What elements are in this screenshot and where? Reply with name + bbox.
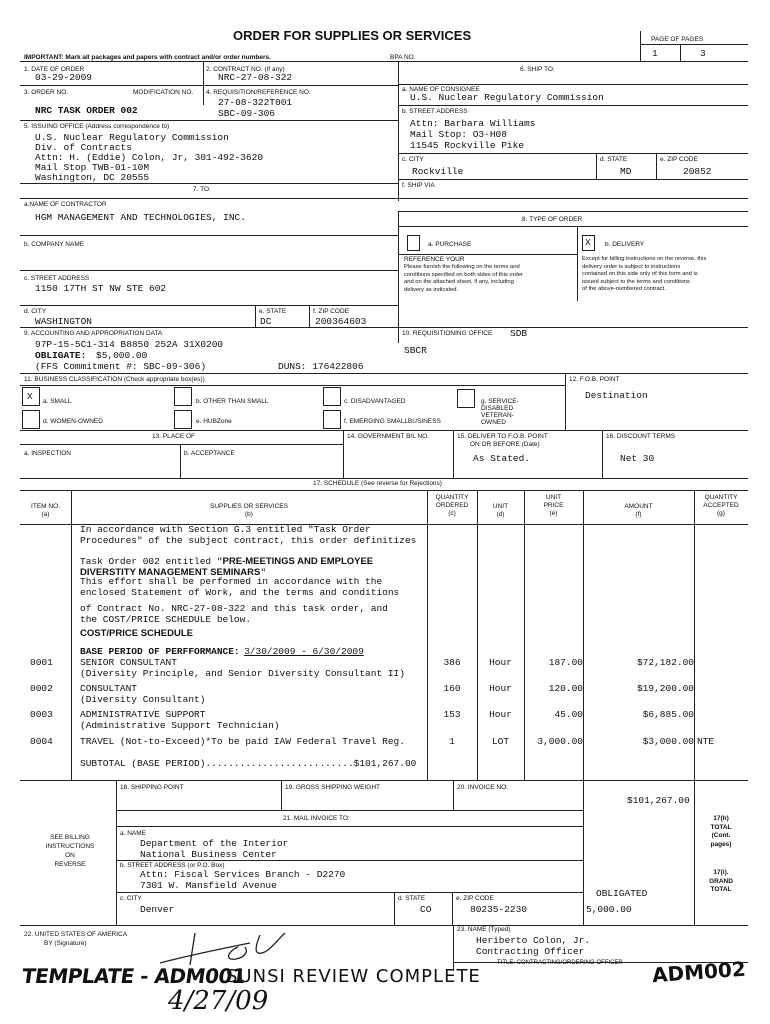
disadvantaged-checkbox[interactable]	[323, 387, 341, 406]
deliver-date-label: ON OR BEFORE (Date)	[470, 441, 540, 448]
ship-zip-value: 20852	[683, 166, 712, 177]
delivery-terms-line: contained on this side only of this form and is	[582, 271, 698, 278]
business-classification-label: 11. BUSINESS CLASSIFICATION (Check appropriate box(es))	[24, 376, 205, 383]
header-line: (f)	[635, 511, 642, 518]
purchase-terms-line: conditions specified on both sides of this order	[404, 271, 523, 278]
acceptance-label: b. ACCEPTANCE	[184, 450, 235, 457]
unit-price-header	[524, 494, 583, 518]
base-period-value: 3/30/2009 - 6/30/2009	[244, 646, 364, 657]
page-total: 3	[700, 48, 706, 59]
divider	[20, 305, 398, 306]
billing-street-line: Attn: Fiscal Services Branch - D2270	[140, 869, 346, 880]
obligated-value: 5,000.00	[586, 904, 632, 915]
requisition-value-2: SBC-09-306	[218, 108, 276, 119]
signature-label: BY (Signature)	[44, 940, 87, 947]
cost-schedule-heading: COST/PRICE SCHEDULE	[80, 628, 193, 639]
divider	[453, 780, 454, 810]
emerging-business-label: f. EMERGING SMALLBUSINESS	[344, 418, 441, 425]
divider	[398, 211, 748, 212]
header-line: ITEM NO.	[31, 503, 60, 510]
discount-terms-value: Net 30	[620, 453, 655, 464]
issuing-office-label: 5. ISSUING OFFICE (Address correspondence to)	[24, 123, 170, 130]
header-line: (e)	[549, 510, 558, 517]
ship-street-label: b. STREET ADDRESS	[402, 108, 468, 115]
divider	[20, 444, 343, 445]
line-item-desc-2: (Administrative Support Technician)	[80, 720, 280, 731]
order-no-label: 3. ORDER NO.	[24, 89, 69, 96]
total-17h-line: pages)	[710, 840, 732, 848]
total-17h-label	[694, 815, 748, 849]
line-item-desc: TRAVEL (Not-to-Exceed)*To be paid IAW Federal Travel Reg.	[80, 736, 405, 747]
requisitioning-office-value: SDB	[510, 328, 528, 339]
divider	[680, 44, 681, 61]
task-order-title-end: "	[260, 567, 267, 578]
divider	[116, 860, 583, 861]
header-line: PRICE	[543, 502, 564, 509]
issuing-office-line: U.S. Nuclear Regulatory Commission	[35, 132, 229, 143]
total-17h-line: TOTAL	[710, 823, 732, 831]
header-line: AMOUNT	[624, 503, 653, 510]
important-note: IMPORTANT: Mark all packages and papers with contract and/or order numbers.	[24, 54, 271, 61]
women-owned-checkbox[interactable]	[22, 410, 40, 429]
amount-header	[583, 503, 694, 519]
line-item-desc-2: (Diversity Principle, and Senior Diversity Consultant II)	[80, 668, 405, 679]
divider	[20, 183, 398, 184]
divider	[398, 105, 748, 106]
service-disabled-line: VETERAN-	[481, 412, 514, 419]
contractor-name-value: HGM MANAGEMENT AND TECHNOLOGIES, INC.	[35, 212, 246, 223]
ship-street-line: 11545 Rockville Pike	[410, 140, 525, 151]
divider	[20, 270, 398, 271]
line-item-price: 3,000.00	[537, 736, 583, 747]
header-line: UNIT	[545, 494, 562, 501]
duns-number: DUNS: 176422806	[278, 361, 364, 372]
divider	[116, 780, 117, 925]
delivery-terms	[582, 256, 706, 294]
total-17i-line: 17(i).	[713, 869, 729, 876]
divider	[602, 430, 603, 478]
line-item-desc: CONSULTANT	[80, 683, 138, 694]
line-item-unit: Hour	[489, 709, 512, 720]
ship-state-label: d. STATE	[600, 156, 628, 163]
ship-via-label: f. SHIP VIA	[402, 182, 435, 189]
divider	[180, 444, 181, 478]
inspection-label: a. INSPECTION	[24, 450, 71, 457]
issuing-office-line: Washington, DC 20555	[35, 172, 150, 183]
divider	[398, 226, 748, 227]
line-item-desc: SENIOR CONSULTANT	[80, 657, 177, 668]
divider	[20, 327, 748, 328]
divider	[116, 810, 583, 811]
hubzone-checkbox[interactable]	[174, 410, 192, 429]
date-of-order-value: 03-29-2009	[35, 72, 93, 83]
line-item-amount: $19,200.00	[636, 683, 694, 694]
divider	[583, 780, 584, 925]
contractor-zip-value: 200364603	[315, 316, 367, 327]
line-item-amount: $6,885.00	[642, 709, 694, 720]
total-17i-label	[694, 869, 748, 895]
divider	[343, 430, 344, 478]
line-item-qty: 386	[443, 657, 461, 668]
accounting-label: 9. ACCOUNTING AND APPROPRIATION DATA	[24, 330, 163, 337]
purchase-label: a. PURCHASE	[428, 241, 472, 248]
divider	[116, 892, 583, 893]
line-item-no: 0003	[30, 709, 53, 720]
divider	[255, 305, 256, 327]
delivery-checkbox-mark: X	[585, 237, 591, 248]
divider	[20, 198, 748, 199]
purchase-checkbox[interactable]	[407, 235, 420, 251]
requisition-label: 4. REQUISITION/REFERENCE NO.	[206, 89, 311, 96]
contract-no-label: 2. CONTRACT NO. (If any)	[206, 66, 285, 73]
billing-state-label: d. STATE	[398, 895, 426, 902]
line-item-note: NTE	[697, 736, 715, 747]
divider	[20, 85, 398, 86]
line-item-no: 0002	[30, 683, 53, 694]
title-label: TITLE: CONTRACTING/ORDERING OFFICER	[497, 960, 623, 966]
ship-street-line: Attn: Barbara Williams	[410, 118, 536, 129]
billing-instructions-line: REVERSE	[54, 861, 86, 868]
consignee-label: a. NAME OF CONSIGNEE	[402, 86, 480, 93]
billing-name-line: National Business Center	[140, 849, 277, 860]
ship-city-value: Rockville	[412, 166, 464, 177]
billing-street-line: 7301 W. Mansfield Avenue	[140, 880, 277, 891]
company-name-label: b. COMPANY NAME	[24, 241, 85, 248]
divider	[398, 179, 748, 180]
name-typed-line: Contracting Officer	[476, 946, 585, 957]
header-line: SUPPLIES OR SERVICES	[210, 503, 288, 510]
header-line: UNIT	[492, 503, 509, 510]
schedule-label: 17. SCHEDULE (See reverse for Rejections)	[313, 480, 442, 487]
issuing-office-line: Div. of Contracts	[35, 142, 132, 153]
divider	[398, 84, 748, 85]
header-line: ACCEPTED	[703, 502, 739, 509]
delivery-terms-line: delivery order is subject to instructions	[582, 263, 681, 270]
contract-no-value: NRC-27-08-322	[218, 72, 293, 83]
requisitioning-office-value-2: SBCR	[404, 345, 427, 356]
contractor-state-value: DC	[260, 316, 272, 327]
accounting-line: 97P-15-5C1-314 B8850 252A 31X0200	[35, 339, 224, 350]
purchase-terms-line: and on the attached sheet, if any, including	[404, 279, 514, 286]
divider	[398, 61, 399, 201]
contractor-zip-label: f. ZIP CODE	[313, 308, 349, 315]
divider	[565, 373, 566, 430]
line-item-desc: ADMINISTRATIVE SUPPORT	[80, 709, 206, 720]
qty-accepted-header	[694, 494, 748, 518]
small-business-label: a. SMALL	[43, 398, 72, 405]
header-line: (b)	[245, 511, 253, 518]
line-item-price: 187.00	[548, 657, 583, 668]
gross-weight-label: 19. GROSS SHIPPING WEIGHT	[285, 784, 380, 791]
divider	[281, 780, 282, 810]
divider	[20, 490, 748, 491]
emerging-business-checkbox[interactable]	[323, 410, 341, 429]
billing-instructions-line: ON	[65, 852, 75, 859]
discount-terms-label: 16. DISCOUNT TERMS	[606, 433, 676, 440]
billing-zip-value: 80235-2230	[470, 904, 528, 915]
divider	[453, 430, 454, 478]
name-typed-label: 23. NAME (Typed)	[457, 926, 511, 933]
divider	[116, 826, 583, 827]
type-of-order-label: 8. TYPE OF ORDER	[522, 216, 583, 223]
divider	[394, 892, 395, 925]
total-17h-line: (Cont.	[711, 832, 731, 839]
service-disabled-line: DISABLED	[481, 405, 514, 412]
line-item-amount: $3,000.00	[642, 736, 694, 747]
divider	[20, 385, 565, 386]
service-disabled-line: OWNED	[481, 419, 506, 426]
divider	[309, 305, 310, 327]
billing-instructions-line: INSTRUCTIONS	[45, 843, 95, 850]
line-item-unit: Hour	[489, 657, 512, 668]
divider	[694, 490, 695, 780]
total-17h-line: 17(h)	[713, 815, 729, 822]
obligated-label: OBLIGATED	[596, 888, 648, 899]
intro-line: Procedures" of the subject contract, this order definitizes	[80, 535, 417, 546]
obligate-value: $5,000.00	[96, 350, 148, 361]
date-of-order-label: 1. DATE OF ORDER	[24, 66, 85, 73]
divider	[694, 780, 695, 925]
line-item-unit: Hour	[489, 683, 512, 694]
header-line: (d)	[496, 511, 505, 518]
small-business-checkbox[interactable]	[22, 387, 40, 406]
billing-city-value: Denver	[140, 904, 175, 915]
subtotal-line: SUBTOTAL (BASE PERIOD)..........................$101,267.00	[80, 758, 417, 769]
divider	[596, 153, 597, 179]
obligate-label: OBLIGATE:	[35, 350, 87, 361]
service-disabled-line: g. SERVICE-	[481, 398, 519, 405]
delivery-checkbox[interactable]	[582, 235, 595, 251]
sunsi-review-stamp: SUNSI REVIEW COMPLETE	[226, 966, 481, 987]
page-of-pages-label: PAGE OF PAGES	[651, 36, 704, 43]
qty-ordered-header	[427, 494, 477, 518]
supplies-header	[71, 503, 427, 519]
line-item-qty: 153	[443, 709, 461, 720]
billing-zip-label: e. ZIP CODE	[456, 895, 494, 902]
usa-label: 22. UNITED STATES OF AMERICA	[24, 931, 128, 938]
line-item-no: 0001	[30, 657, 53, 668]
divider	[20, 478, 748, 479]
line-item-qty: 160	[443, 683, 461, 694]
billing-name-label: a. NAME	[120, 830, 147, 837]
divider	[398, 211, 399, 343]
ship-state-value: MD	[620, 166, 632, 177]
divider	[640, 31, 641, 61]
ship-to-label: 6. SHIP TO:	[520, 66, 555, 73]
header-line: (g)	[717, 510, 725, 517]
task-order-title: PRE-MEETINGS AND EMPLOYEE	[222, 556, 374, 567]
adm-stamp: ADM002	[651, 956, 747, 988]
total-amount: $101,267.00	[627, 795, 690, 806]
divider	[71, 490, 72, 780]
ship-zip-label: e. ZIP CODE	[660, 156, 698, 163]
billing-state-value: CO	[420, 904, 432, 915]
header-line: QUANTITY	[704, 494, 738, 501]
hubzone-label: e. HUBZone	[196, 418, 232, 425]
divider	[452, 892, 453, 925]
small-business-mark: X	[27, 391, 33, 402]
requisition-value-1: 27-08-322T001	[218, 97, 293, 108]
delivery-terms-line: Except for billing instructions on the reverse, this	[582, 256, 707, 262]
purchase-terms-line: Please furnish the following on the terms and	[404, 264, 520, 270]
divider	[20, 235, 398, 236]
other-than-small-checkbox[interactable]	[174, 387, 192, 406]
item-no-header	[20, 503, 71, 519]
ship-city-label: c. CITY	[402, 156, 424, 163]
fob-label: 12. F.O.B. POINT	[569, 376, 620, 383]
contractor-state-label: e. STATE	[259, 308, 287, 315]
divider	[20, 120, 398, 121]
divider	[577, 226, 578, 301]
purchase-terms	[404, 264, 523, 294]
billing-name-line: Department of the Interior	[140, 838, 289, 849]
divider	[20, 780, 748, 781]
contract-ref-line: of Contract No. NRC-27-08-322 and this task order, and	[80, 603, 388, 614]
purchase-terms-line: delivery as indicated.	[404, 286, 459, 293]
mail-invoice-label: 21. MAIL INVOICE TO:	[283, 815, 350, 822]
delivery-label: b. DELIVERY	[605, 241, 645, 248]
billing-city-label: c. CITY	[120, 895, 142, 902]
intro-line: In accordance with Section G.3 entitled "Task Order	[80, 524, 371, 535]
service-disabled-label	[481, 398, 519, 426]
gov-bl-label: 14. GOVERNMENT B/L NO.	[347, 433, 429, 440]
service-disabled-checkbox[interactable]	[457, 389, 475, 408]
reference-your-label: REFERENCE YOUR	[404, 256, 465, 263]
deliver-to-value: As Stated.	[473, 453, 531, 464]
requisitioning-office-label: 10. REQUISITIONING OFFICE	[402, 330, 493, 337]
page-current: 1	[652, 48, 658, 59]
to-label: 7. TO:	[193, 186, 211, 193]
billing-instructions	[30, 833, 110, 869]
divider	[453, 925, 454, 971]
total-17i-line: GRAND	[709, 877, 733, 885]
billing-street-label: b. STREET ADDRESS (or P.O. Box)	[120, 862, 225, 869]
disadvantaged-label: c. DISADVANTAGED	[344, 398, 406, 405]
line-item-amount: $72,182.00	[636, 657, 694, 668]
handwritten-date: 4/27/09	[168, 986, 269, 1016]
header-line: (a)	[41, 511, 50, 518]
line-item-price: 120.00	[548, 683, 583, 694]
contractor-city-value: WASHINGTON	[35, 316, 93, 327]
issuing-office-line: Attn: H. (Eddie) Colon, Jr, 301-492-3620	[35, 152, 264, 163]
divider	[20, 373, 748, 374]
header-line: ORDERED	[435, 502, 469, 509]
delivery-terms-line: issued subject to the terms and conditions	[582, 278, 690, 285]
divider	[398, 254, 577, 255]
contract-ref-line: the COST/PRICE SCHEDULE below.	[80, 614, 252, 625]
ship-street-line: Mail Stop: O3-H08	[410, 129, 507, 140]
divider	[656, 153, 657, 179]
effort-line: enclosed Statement of Work, and the terms and conditions	[80, 587, 400, 598]
unit-header	[477, 503, 524, 519]
line-item-price: 45.00	[554, 709, 583, 720]
effort-line: This effort shall be performed in accordance with the	[80, 576, 383, 587]
line-item-unit: LOT	[491, 736, 510, 747]
template-stamp: TEMPLATE - ADM001	[20, 964, 247, 988]
divider	[20, 925, 748, 926]
other-than-small-label: b. OTHER THAN SMALL	[196, 398, 269, 405]
divider	[20, 430, 748, 431]
contractor-name-label: a.NAME OF CONTRACTOR	[24, 201, 107, 208]
task-order-title-2: DIVERSTITY MANAGEMENT SEMINARS	[80, 567, 261, 578]
deliver-to-label: 15. DELIVER TO F.O.B. POINT	[457, 433, 548, 440]
line-item-no: 0004	[30, 736, 53, 747]
invoice-no-label: 20. INVOICE NO.	[457, 784, 508, 791]
order-no-value: NRC TASK ORDER 002	[35, 105, 138, 116]
issuing-office-line: Mail Stop TWB-01-10M	[35, 162, 150, 173]
consignee-value: U.S. Nuclear Regulatory Commission	[410, 92, 604, 103]
shipping-point-label: 18. SHIPPING POINT	[120, 784, 184, 791]
divider	[640, 44, 748, 45]
line-item-qty: 1	[449, 736, 455, 747]
contractor-street-value: 1150 17TH ST NW STE 602	[35, 283, 167, 294]
contractor-street-label: c. STREET ADDRESS	[24, 275, 90, 282]
billing-instructions-line: SEE BILLING	[50, 834, 90, 841]
bpa-label: BPA NO.	[390, 54, 416, 61]
line-item-desc-2: (Diversity Consultant)	[80, 694, 206, 705]
contractor-city-label: d. CITY	[24, 308, 47, 315]
divider	[203, 61, 204, 105]
divider	[398, 153, 748, 154]
delivery-terms-line: of the above-numbered contract.	[582, 286, 666, 293]
form-title: ORDER FOR SUPPLIES OR SERVICES	[233, 28, 472, 43]
modification-label: MODIFICATION NO.	[133, 89, 194, 96]
task-order-prefix: Task Order 002 entitled "	[80, 556, 223, 567]
place-of-label: 13. PLACE OF	[152, 433, 195, 440]
women-owned-label: d. WOMEN-OWNED	[43, 418, 103, 425]
header-line: QUANTITY	[435, 494, 469, 501]
fob-value: Destination	[585, 390, 648, 401]
base-period-label: BASE PERIOD OF PERFFORMANCE:	[80, 646, 240, 657]
header-line: (c)	[448, 510, 456, 517]
name-typed-line: Heriberto Colon, Jr.	[476, 935, 591, 946]
ffs-commitment: (FFS Commitment #: SBC-09-306)	[35, 361, 207, 372]
total-17i-line: TOTAL	[710, 886, 732, 893]
